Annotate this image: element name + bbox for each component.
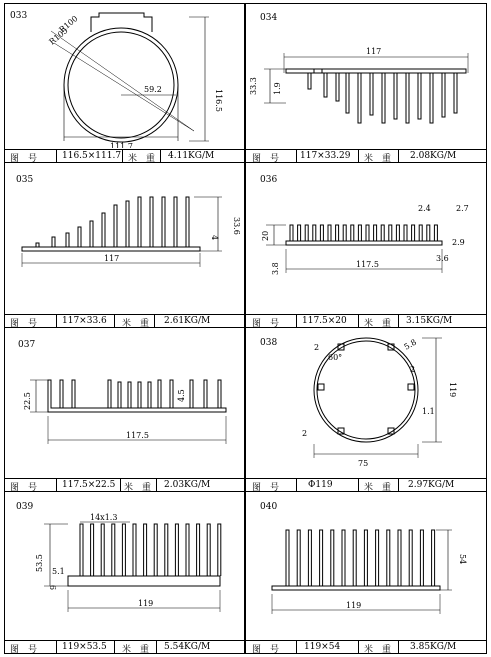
fin: [419, 225, 422, 241]
dim-3-6: 3.6: [436, 254, 449, 263]
profile-036-drawing: [246, 163, 486, 313]
dim-111-7: 111.7: [110, 142, 133, 148]
label-figure-no: 图 号: [252, 154, 280, 164]
dim-14x1-3: 14x1.3: [90, 513, 118, 522]
fin: [366, 225, 369, 241]
size-value: 117×33.29: [300, 151, 351, 161]
dim-2-9: 2.9: [452, 238, 465, 247]
profile-033-drawing: [4, 3, 244, 148]
dim-2-7: 2.7: [456, 204, 469, 213]
profile-number: 039: [16, 502, 34, 512]
dim-5-1: 5.1: [52, 567, 65, 576]
profile-number: 036: [260, 175, 278, 185]
fin: [305, 225, 308, 241]
dim-117-5: 117.5: [356, 260, 379, 269]
fin: [374, 225, 377, 241]
fin: [420, 530, 423, 586]
weight-value: 3.85KG/M: [410, 642, 457, 652]
fin: [308, 530, 311, 586]
spec-bar-039: [4, 640, 244, 654]
dim-3-8: 3.8: [271, 262, 280, 275]
label-figure-no: 图 号: [252, 645, 280, 655]
fin: [320, 225, 323, 241]
size-value: 117×33.6: [62, 316, 107, 326]
fin: [133, 524, 136, 576]
profile-038: [246, 328, 486, 478]
fin: [381, 225, 384, 241]
profile-034: [246, 3, 486, 163]
fin: [432, 530, 435, 586]
fin: [80, 524, 83, 576]
fin: [313, 225, 316, 241]
fin: [122, 524, 125, 576]
profile-039: [4, 494, 244, 640]
fin: [297, 530, 300, 586]
fin: [286, 530, 289, 586]
label-figure-no: 图 号: [10, 645, 38, 655]
size-value: 119×53.5: [62, 642, 107, 652]
size-value: 117.5×20: [302, 316, 347, 326]
label-figure-no: 图 号: [10, 483, 38, 493]
dim-22-5: 22.5: [23, 392, 32, 410]
fin: [376, 530, 379, 586]
profile-035-drawing: [4, 163, 244, 313]
fin: [91, 524, 94, 576]
size-value: 119×54: [304, 642, 341, 652]
profile-number: 037: [18, 340, 36, 350]
dim-117: 117: [366, 47, 382, 56]
fin: [398, 530, 401, 586]
fin: [353, 530, 356, 586]
fin: [207, 524, 210, 576]
spec-bar-034: [246, 149, 486, 163]
dim-1-9: 1.9: [273, 82, 282, 95]
profile-036: [246, 163, 486, 323]
label-weight: 米 重: [364, 154, 392, 164]
fin: [364, 530, 367, 586]
dim-119: 119: [448, 382, 457, 398]
profile-number: 034: [260, 13, 278, 23]
profile-034-drawing: [246, 3, 486, 148]
dim-117-5: 117.5: [126, 431, 149, 440]
fin: [328, 225, 331, 241]
spec-bar-038: [246, 478, 486, 492]
label-weight: 米 重: [364, 645, 392, 655]
fin: [175, 524, 178, 576]
fin: [336, 225, 339, 241]
dim-60-deg: 60°: [328, 353, 343, 362]
dim-2-4: 2.4: [418, 204, 431, 213]
weight-value: 2.61KG/M: [164, 316, 211, 326]
fin: [434, 225, 437, 241]
dim-9: 9: [49, 584, 58, 590]
fin: [427, 225, 430, 241]
fin: [290, 225, 293, 241]
weight-value: 2.08KG/M: [410, 151, 457, 161]
profile-033: [4, 3, 244, 163]
profile-035: [4, 163, 244, 323]
weight-value: 2.03KG/M: [164, 480, 211, 490]
fin: [112, 524, 115, 576]
dim-53-5: 53.5: [35, 554, 44, 572]
dim-4-5: 4.5: [177, 389, 186, 402]
profile-037: [4, 328, 244, 478]
fin: [343, 225, 346, 241]
label-weight: 米 重: [122, 645, 150, 655]
fin: [404, 225, 407, 241]
label-weight: 米 重: [124, 483, 152, 493]
fin: [298, 225, 301, 241]
dim-2: 2: [314, 343, 320, 352]
fin: [351, 225, 354, 241]
fin: [358, 225, 361, 241]
label-figure-no: 图 号: [252, 483, 280, 493]
label-weight: 米 重: [364, 319, 392, 329]
weight-value: 5.54KG/M: [164, 642, 211, 652]
size-value: 116.5×111.7: [62, 151, 122, 161]
weight-value: 3.15KG/M: [406, 316, 453, 326]
spec-bar-040: [246, 640, 486, 654]
size-value: Φ119: [308, 480, 333, 490]
profile-number: 038: [260, 338, 278, 348]
profile-039-drawing: [4, 494, 244, 640]
profile-number: 035: [16, 175, 34, 185]
dim-2b: 2: [410, 365, 416, 374]
profile-number: 033: [10, 11, 28, 21]
label-weight: 米 重: [364, 483, 392, 493]
fin: [101, 524, 104, 576]
dim-20: 20: [261, 230, 270, 241]
label-figure-no: 图 号: [10, 154, 38, 164]
fin: [409, 530, 412, 586]
fin: [331, 530, 334, 586]
spec-bar-037: [4, 478, 244, 492]
dim-4: 4: [210, 235, 219, 241]
profile-037-drawing: [4, 328, 244, 478]
fin: [342, 530, 345, 586]
profile-038-drawing: [246, 328, 486, 478]
dim-59-2: 59.2: [144, 85, 162, 94]
dim-2c: 2: [302, 429, 308, 438]
dim-119: 119: [346, 601, 362, 610]
label-figure-no: 图 号: [10, 319, 38, 329]
dim-33-6: 33.6: [232, 217, 241, 235]
label-weight: 米 重: [122, 319, 150, 329]
fin: [144, 524, 147, 576]
dim-116-5: 116.5: [214, 89, 223, 112]
profile-040-drawing: [246, 494, 486, 640]
fin: [389, 225, 392, 241]
dim-r100: R100: [57, 13, 80, 35]
dim-1-1: 1.1: [422, 407, 435, 416]
dim-54: 54: [458, 554, 467, 565]
dim-5-8: 5.8: [402, 337, 419, 352]
profile-number: 040: [260, 502, 278, 512]
dim-75: 75: [358, 459, 369, 468]
fin: [154, 524, 157, 576]
dim-117: 117: [104, 254, 120, 263]
spec-bar-036: [246, 314, 486, 328]
size-value: 117.5×22.5: [62, 480, 116, 490]
dim-r105: R105: [47, 25, 70, 47]
fin: [186, 524, 189, 576]
fin: [412, 225, 415, 241]
fin: [396, 225, 399, 241]
weight-value: 4.11KG/M: [168, 151, 215, 161]
spec-bar-033: [4, 149, 244, 163]
profile-040: [246, 494, 486, 640]
fin: [218, 524, 221, 576]
fin: [387, 530, 390, 586]
dim-119: 119: [138, 599, 154, 608]
weight-value: 2.97KG/M: [408, 480, 455, 490]
label-weight: 米 重: [128, 154, 156, 164]
fin: [165, 524, 168, 576]
fin: [320, 530, 323, 586]
spec-bar-035: [4, 314, 244, 328]
label-figure-no: 图 号: [252, 319, 280, 329]
dim-33-3: 33.3: [249, 77, 258, 95]
fin: [197, 524, 200, 576]
